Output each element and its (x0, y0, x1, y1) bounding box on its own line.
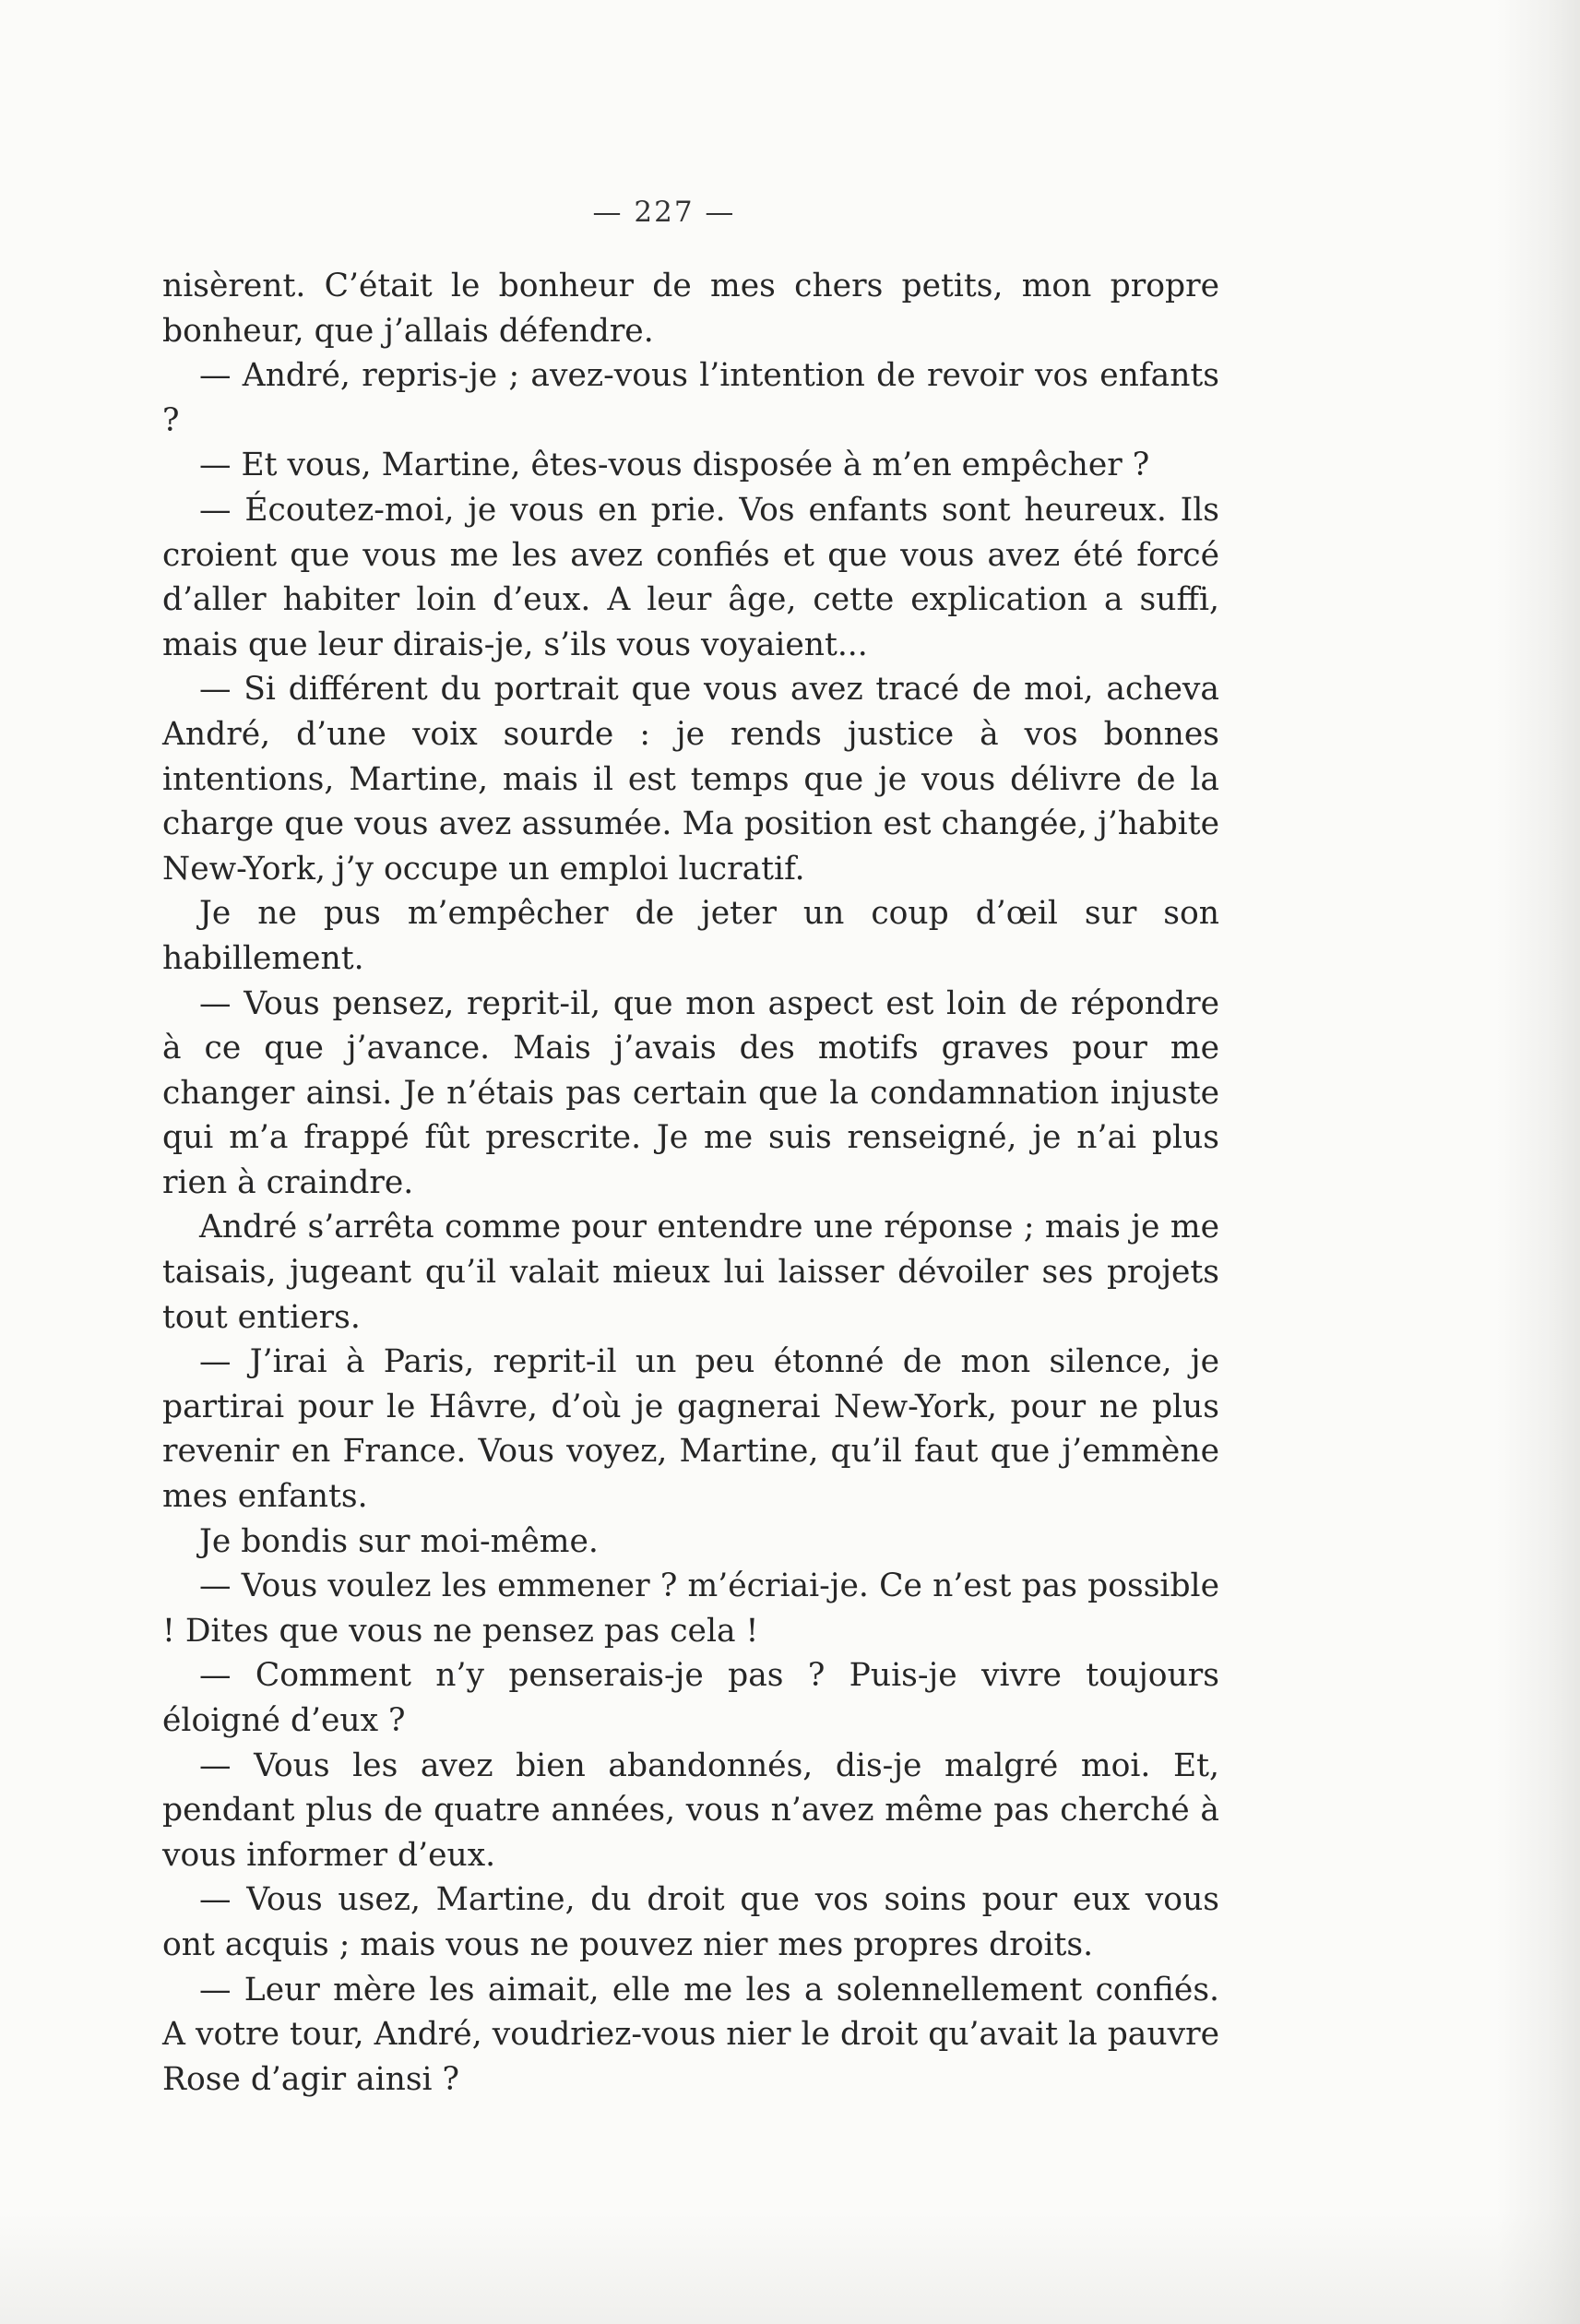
paragraph: André s’arrêta comme pour entendre une réponse ; mais je me taisais, jugeant qu’il valait mieux lui laisser dévoiler ses projets tout entiers. (162, 1209, 1219, 1336)
paragraph: Je ne pus m’empêcher de jeter un coup d’œil sur son habillement. (162, 895, 1219, 977)
page-edge-shading (1497, 0, 1580, 2324)
paragraph: — Vous les avez bien abandonnés, dis-je malgré moi. Et, pendant plus de quatre années, vous n’avez même pas cherché à vous informer d’eux. (162, 1746, 1219, 1874)
page-bottom-shading (0, 2213, 1580, 2324)
paragraph: — Écoutez-moi, je vous en prie. Vos enfants sont heureux. Ils croient que vous me les avez confiés et que vous avez été forcé d’aller habiter loin d’eux. A leur âge, cette explication a suffi, mais que leur dirais-je, s’ils vous voyaient... (162, 491, 1219, 663)
page-number: — 227 — (592, 196, 736, 229)
paragraph: — André, repris-je ; avez-vous l’intention de revoir vos enfants ? (162, 357, 1219, 439)
paragraph: — Vous pensez, reprit-il, que mon aspect est loin de répondre à ce que j’avance. Mais j’avais des motifs graves pour me changer ainsi. Je n’étais pas certain que la condamnation injuste qui m’a frappé fût prescrite. Je me suis renseigné, je n’ai plus rien à craindre. (162, 984, 1219, 1201)
paragraph: — J’irai à Paris, reprit-il un peu étonné de mon silence, je partirai pour le Hâvre, d’où je gagnerai New-York, pour ne plus revenir en France. Vous voyez, Martine, qu’il faut que j’emmène mes enfants. (162, 1343, 1219, 1516)
paragraph: — Leur mère les aimait, elle me les a solennellement confiés. A votre tour, André, voudriez-vous nier le droit qu’avait la pauvre Rose d’agir ainsi ? (162, 1971, 1219, 2098)
paragraph: — Si différent du portrait que vous avez tracé de moi, acheva André, d’une voix sourde : je rends justice à vos bonnes intentions, Martine, mais il est temps que je vous délivre de la charge que vous avez assumée. Ma position est changée, j’habite New-York, j’y occupe un emploi lucratif. (162, 671, 1219, 888)
paragraph: Je bondis sur moi-même. (199, 1522, 599, 1560)
paragraph: — Comment n’y penserais-je pas ? Puis-je vivre toujours éloigné d’eux ? (162, 1657, 1219, 1739)
paragraph: — Vous voulez les emmener ? m’écriai-je. Ce n’est pas possible ! Dites que vous ne pensez pas cela ! (162, 1567, 1219, 1650)
body-text (162, 264, 1219, 2102)
paragraph: — Vous usez, Martine, du droit que vos soins pour eux vous ont acquis ; mais vous ne pouvez nier mes propres droits. (162, 1881, 1219, 1963)
paragraph: nisèrent. C’était le bonheur de mes chers petits, mon propre bonheur, que j’allais défendre. (162, 268, 1219, 350)
paragraph: — Et vous, Martine, êtes-vous disposée à m’en empêcher ? (199, 447, 1150, 484)
